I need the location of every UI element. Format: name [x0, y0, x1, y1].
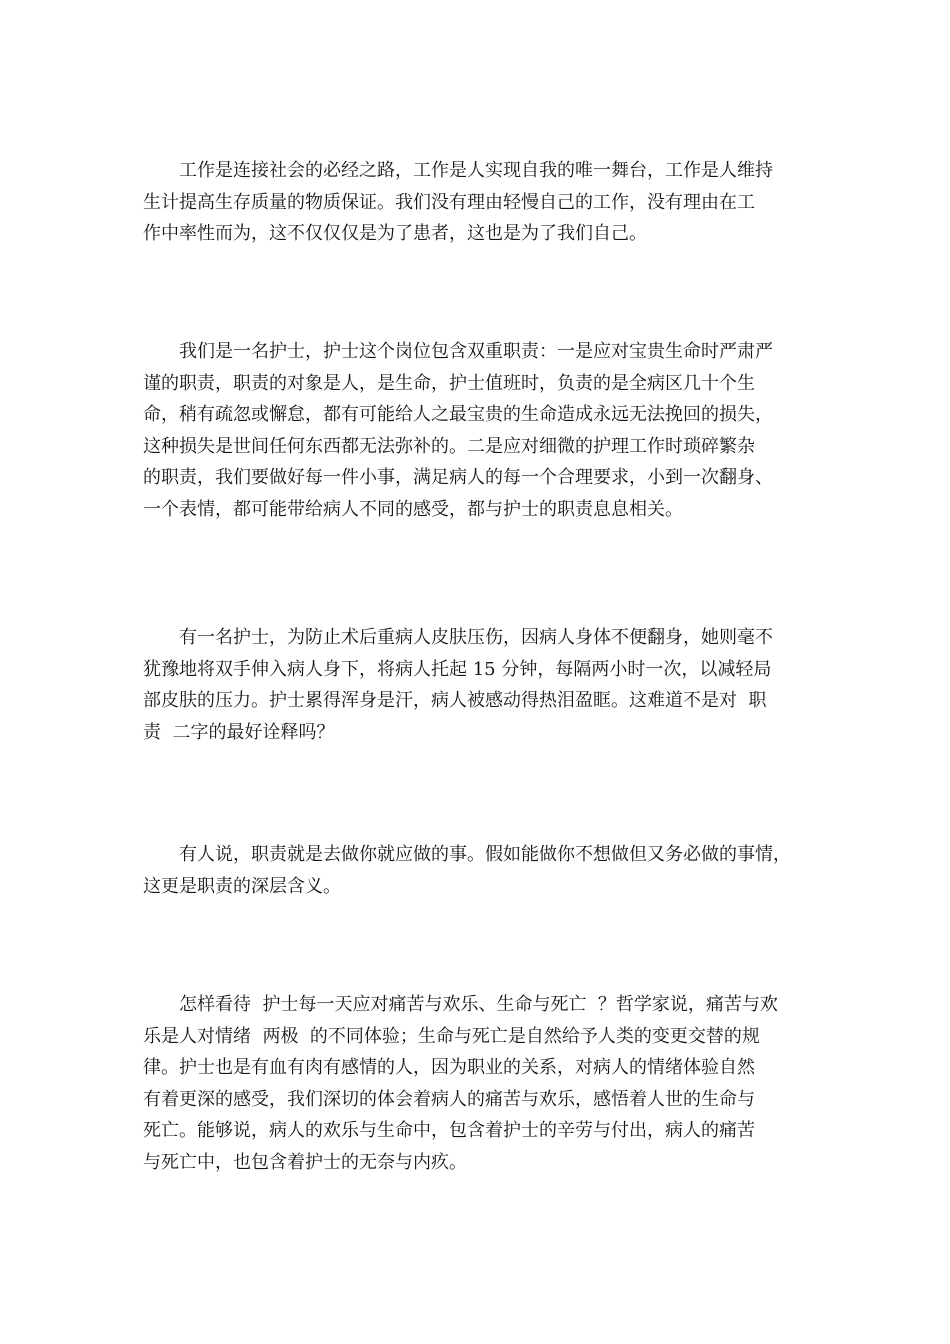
- paragraph-4: [143, 839, 815, 902]
- text-line: 命，稍有疏忽或懈怠，都有可能给人之最宝贵的生命造成永远无法挽回的损失，: [143, 404, 773, 425]
- text-line: 有一名护士，为防止术后重病人皮肤压伤，因病人身体不便翻身，她则毫不: [143, 627, 773, 648]
- text-line: 我们是一名护士，护士这个岗位包含双重职责：一是应对宝贵生命时严肃严: [143, 341, 773, 362]
- text-line: 怎样看待 护士每一天应对痛苦与欢乐、生命与死亡 ？哲学家说，痛苦与欢: [143, 994, 778, 1015]
- text-line: 一个表情，都可能带给病人不同的感受，都与护士的职责息息相关。: [143, 498, 683, 520]
- text-line: 部皮肤的压力。护士累得浑身是汗，病人被感动得热泪盈眶。这难道不是对 职: [143, 690, 767, 711]
- text-line: 犹豫地将双手伸入病人身下，将病人托起 15 分钟，每隔两小时一次，以减轻局: [143, 658, 772, 680]
- text-line: 工作是连接社会的必经之路，工作是人实现自我的唯一舞台，工作是人维持: [143, 160, 773, 181]
- text-line: 这种损失是世间任何东西都无法弥补的。二是应对细微的护理工作时琐碎繁杂: [143, 435, 755, 457]
- text-line: 死亡。能够说，病人的欢乐与生命中，包含着护士的辛劳与付出，病人的痛苦: [143, 1120, 755, 1141]
- text-line: 生计提高生存质量的物质保证。我们没有理由轻慢自己的工作，没有理由在工: [143, 191, 755, 213]
- paragraph-1: [143, 155, 815, 250]
- text-line: 有人说，职责就是去做你就应做的事。假如能做你不想做但又务必做的事情，: [143, 844, 791, 865]
- paragraph-3: [143, 622, 815, 748]
- text-line: 与死亡中，也包含着护士的无奈与内疚。: [143, 1151, 467, 1173]
- text-line: 的职责，我们要做好每一件小事，满足病人的每一个合理要求，小到一次翻身、: [143, 467, 773, 488]
- text-line: 律。护士也是有血有肉有感情的人，因为职业的关系，对病人的情绪体验自然: [143, 1057, 755, 1078]
- paragraph-5: [143, 989, 815, 1178]
- text-line: 乐是人对情绪 两极 的不同体验；生命与死亡是自然给予人类的变更交替的规: [143, 1025, 760, 1047]
- paragraph-2: [143, 336, 815, 525]
- text-line: 作中率性而为，这不仅仅仅是为了患者，这也是为了我们自己。: [143, 223, 647, 244]
- text-line: 谨的职责，职责的对象是人，是生命，护士值班时，负责的是全病区几十个生: [143, 372, 755, 394]
- text-line: 这更是职责的深层含义。: [143, 875, 341, 897]
- text-line: 有着更深的感受，我们深切的体会着病人的痛苦与欢乐，感悟着人世的生命与: [143, 1088, 755, 1110]
- text-line: 责 二字的最好诠释吗？: [143, 721, 335, 743]
